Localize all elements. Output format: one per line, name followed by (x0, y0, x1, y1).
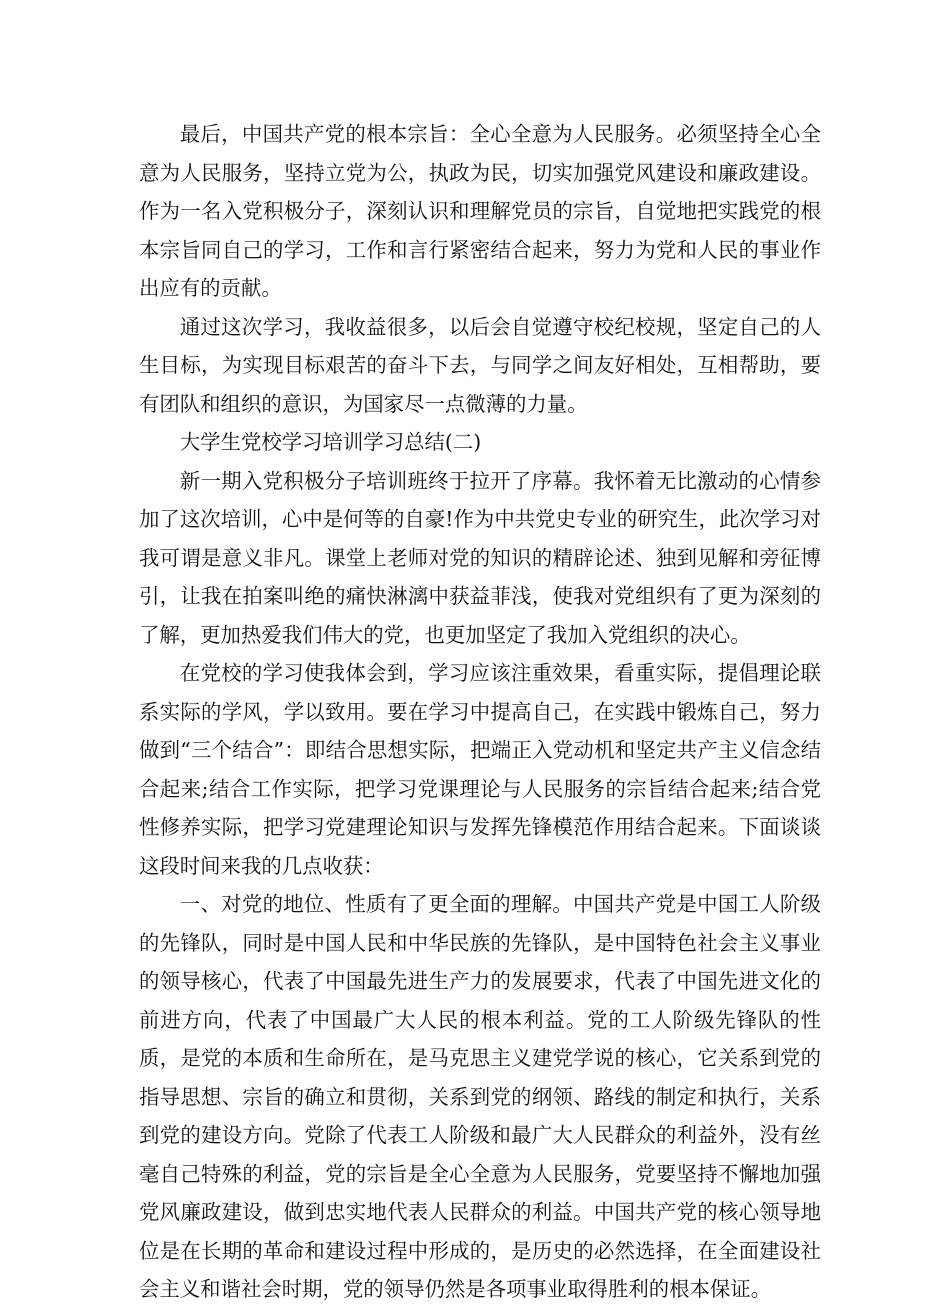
paragraph-three-combinations: 在党校的学习使我体会到，学习应该注重效果，看重实际，提倡理论联系实际的学风，学以致用。要在学习中提高自己，在实践中锻炼自己，努力做到“三个结合”：即结合思想实际，把端正入党动机和坚定共产主义信念结合起来;结合工作实际，把学习党课理论与人民服务的宗旨结合起来;结合党性修养实际，把学习党建理论知识与发挥先锋模范作用结合起来。下面谈谈这段时间来我的几点收获： (139, 661, 821, 878)
document-body (139, 115, 821, 1309)
paragraph-training-opening: 新一期入党积极分子培训班终于拉开了序幕。我怀着无比激动的心情参加了这次培训，心中是何等的自豪!作为中共党史专业的研究生，此次学习对我可谓是意义非凡。课堂上老师对党的知识的精辟论述、独到见解和旁征博引，让我在拍案叫绝的痛快淋漓中获益菲浅，使我对党组织有了更为深刻的了解，更加热爱我们伟大的党，也更加坚定了我加入党组织的决心。 (139, 468, 821, 647)
paragraph-study-gains: 通过这次学习，我收益很多，以后会自觉遵守校纪校规，坚定自己的人生目标，为实现目标艰苦的奋斗下去，与同学之间友好相处，互相帮助，要有团队和组织的意识，为国家尽一点微薄的力量。 (139, 314, 821, 416)
paragraph-fundamental-purpose: 最后，中国共产党的根本宗旨：全心全意为人民服务。必须坚持全心全意为人民服务，坚持立党为公，执政为民，切实加强党风建设和廉政建设。作为一名入党积极分子，深刻认识和理解党员的宗旨，自觉地把实践党的根本宗旨同自己的学习，工作和言行紧密结合起来，努力为党和人民的事业作出应有的贡献。 (139, 122, 821, 300)
paragraph-party-nature: 一、对党的地位、性质有了更全面的理解。中国共产党是中国工人阶级的先锋队，同时是中国人民和中华民族的先锋队，是中国特色社会主义事业的领导核心，代表了中国最先进生产力的发展要求，代表了中国先进文化的前进方向，代表了中国最广大人民的根本利益。党的工人阶级先锋队的性质，是党的本质和生命所在，是马克思主义建党学说的核心，它关系到党的指导思想、宗旨的确立和贯彻，关系到党的纲领、路线的制定和执行，关系到党的建设方向。党除了代表工人阶级和最广大人民群众的利益外，没有丝毫自己特殊的利益，党的宗旨是全心全意为人民服务，党要坚持不懈地加强党风廉政建设，做到忠实地代表人民群众的利益。中国共产党的核心领导地位是在长期的革命和建设过程中形成的，是历史的必然选择，在全面建设社会主义和谐社会时期，党的领导仍然是各项事业取得胜利的根本保证。 (139, 892, 821, 1301)
section-title: 大学生党校学习培训学习总结(二) (179, 430, 482, 454)
